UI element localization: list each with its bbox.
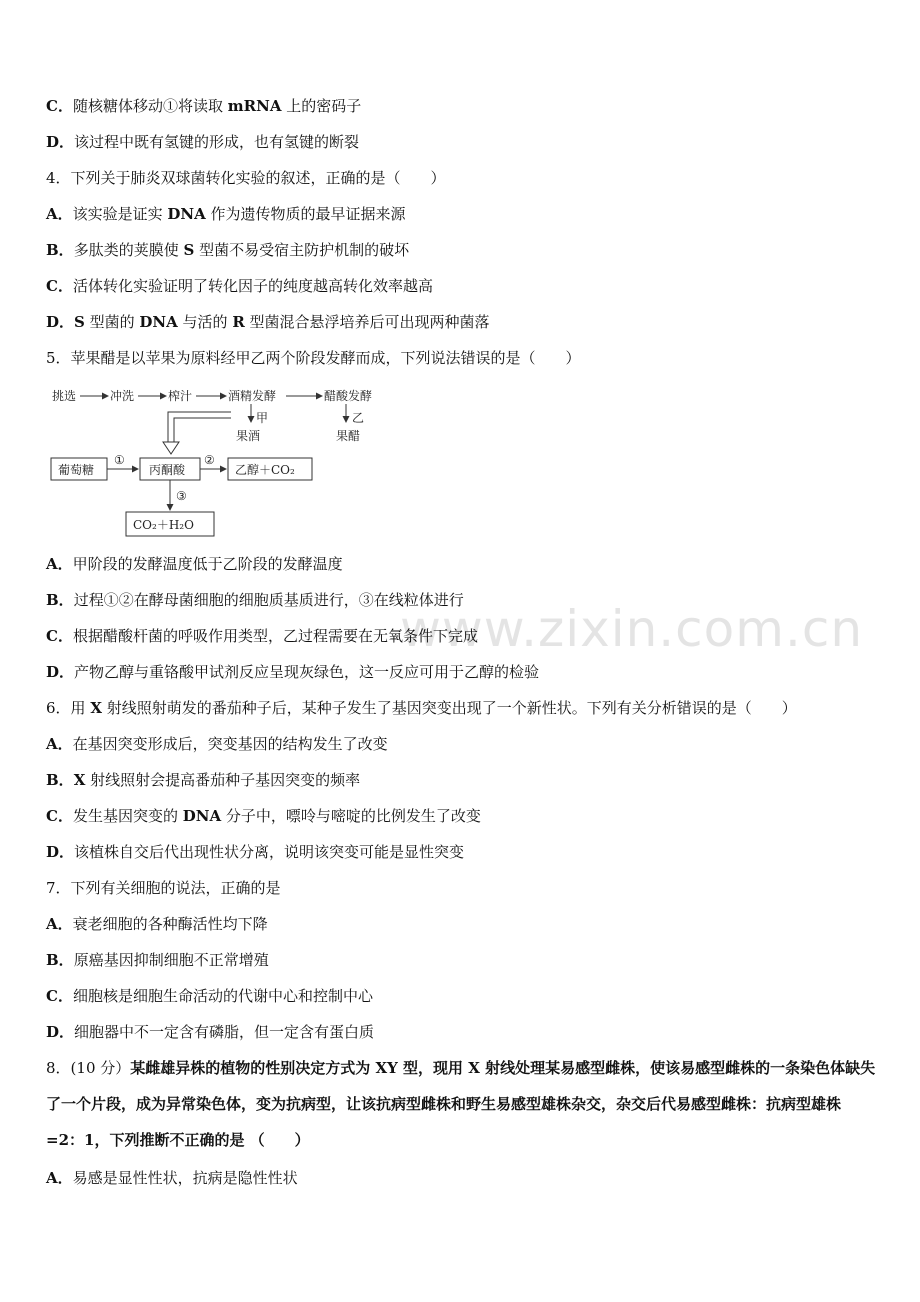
option-text: 细胞器中不一定含有磷脂，但一定含有蛋白质 [74, 1023, 375, 1041]
option-text: 活体转化实验证明了转化因子的纯度越高转化效率越高 [72, 277, 433, 295]
option-text: 细胞核是细胞生命活动的代谢中心和控制中心 [72, 987, 373, 1005]
q3-option-c [46, 96, 361, 116]
option-label: A． [46, 205, 73, 223]
step1-label: ① [114, 453, 125, 467]
option-text: 该过程中既有氢键的形成，也有氢键的断裂 [74, 133, 360, 151]
q5-option-d [46, 662, 539, 682]
stem-text: 6．用 [46, 699, 91, 717]
flow-step-5: 醋酸发酵 [324, 389, 373, 403]
option-label: B． [46, 241, 74, 259]
ethanol-label: 乙醇＋CO₂ [235, 463, 295, 477]
q8-stem [46, 1050, 878, 1158]
q6-option-b [46, 770, 360, 790]
option-label: D． [46, 313, 75, 331]
q4-option-a [46, 204, 406, 224]
option-text: 将读取 [177, 97, 228, 115]
option-text: 原癌基因抑制细胞不正常增殖 [73, 951, 269, 969]
option-text: 该植株自交后代出现性状分离，说明该突变可能是显性突变 [74, 843, 465, 861]
option-label: B． [46, 771, 74, 789]
x-term: X [90, 699, 102, 717]
option-label: C． [46, 627, 73, 645]
hollow-arrow [168, 412, 231, 442]
pyruvate-label: 丙酮酸 [149, 463, 186, 477]
option-text: 上的密码子 [281, 97, 362, 115]
q4-option-b [46, 240, 409, 260]
q8-option-a [46, 1168, 298, 1188]
option-text: 型菌混合悬浮培养后可出现两种菌落 [244, 313, 490, 331]
option-text: 型菌的 [84, 313, 140, 331]
fermentation-diagram [46, 380, 386, 540]
mrna-term: mRNA [227, 97, 282, 115]
option-label: D． [46, 1023, 75, 1041]
stem-prefix: 8．(10 分） [46, 1059, 131, 1077]
option-label: A． [46, 735, 73, 753]
option-text: 甲阶段的发酵温度低于乙阶段的发酵温度 [72, 555, 343, 573]
flow-step-4: 酒精发酵 [228, 389, 277, 403]
dna-term: DNA [182, 807, 222, 825]
option-text: 作为遗传物质的最早证据来源 [205, 205, 406, 223]
option-text: 与活的 [177, 313, 233, 331]
q4-option-c [46, 276, 433, 296]
option-label: C． [46, 807, 73, 825]
s-term: S [183, 241, 195, 259]
option-label: C． [46, 97, 73, 115]
q6-option-a [46, 734, 388, 754]
option-text: 衰老细胞的各种酶活性均下降 [72, 915, 268, 933]
step2-label: ② [204, 453, 215, 467]
option-text: 分子中，嘌呤与嘧啶的比例发生了改变 [221, 807, 481, 825]
x-term: X [73, 771, 86, 789]
jia-label: 甲 [256, 411, 269, 425]
option-label: A． [46, 1169, 73, 1187]
q4-stem: 4．下列关于肺炎双球菌转化实验的叙述，正确的是（ ） [46, 169, 446, 187]
q7-option-c [46, 986, 373, 1006]
q3-option-d [46, 132, 359, 152]
option-text: 过程①②在酵母菌细胞的细胞质基质进行，③在线粒体进行 [73, 591, 464, 609]
q7-stem: 7．下列有关细胞的说法，正确的是 [46, 879, 281, 897]
stem-text: 某雌雄异株的植物的性别决定方式为 XY 型，现用 X 射线处理某易感型雌株，使该易感型雌株的一条染色体缺失了一个片段，成为异常染色体，变为抗病型，让该抗病型雌株和野生易感型雄株杂交，杂交后代易感型雌株：抗病型雄株=2：1，下列推断不正确的是 （ ） [46, 1059, 876, 1149]
option-text: 多肽类的荚膜使 [73, 241, 184, 259]
flow-step-2: 冲洗 [110, 389, 135, 403]
glucose-label: 葡萄糖 [58, 463, 95, 477]
r-term: R [232, 313, 245, 331]
circled-number: ① [162, 97, 178, 115]
option-text: 随核糖体移动 [72, 97, 163, 115]
option-label: A． [46, 915, 73, 933]
dna-term: DNA [139, 313, 178, 331]
option-text: 产物乙醇与重铬酸甲试剂反应呈现灰绿色，这一反应可用于乙醇的检验 [74, 663, 540, 681]
q7-option-d [46, 1022, 374, 1042]
option-label: D． [46, 663, 75, 681]
q6-option-c [46, 806, 481, 826]
watermark: www.zixin.com.cn [400, 600, 864, 658]
step3-label: ③ [176, 489, 187, 503]
option-label: C． [46, 277, 73, 295]
q6-stem [46, 698, 797, 718]
q7-option-a [46, 914, 268, 934]
q5-option-a [46, 554, 343, 574]
yi-label: 乙 [352, 411, 365, 425]
q7-option-b [46, 950, 269, 970]
hollow-arrow-head [163, 442, 179, 454]
q6-option-d [46, 842, 464, 862]
option-label: D． [46, 133, 75, 151]
dna-term: DNA [167, 205, 206, 223]
q5-stem: 5．苹果醋是以苹果为原料经甲乙两个阶段发酵而成，下列说法错误的是（ ） [46, 349, 581, 367]
option-text: 发生基因突变的 [72, 807, 183, 825]
option-text: 易感是显性性状，抗病是隐性性状 [72, 1169, 298, 1187]
flow-step-1: 挑选 [52, 389, 77, 403]
co2h2o-label: CO₂＋H₂O [133, 518, 194, 532]
s-term: S [74, 313, 85, 331]
option-label: B． [46, 951, 74, 969]
option-text: 该实验是证实 [72, 205, 168, 223]
option-label: C． [46, 987, 73, 1005]
option-label: A． [46, 555, 73, 573]
q5-option-b [46, 590, 464, 610]
guocu-label: 果醋 [336, 429, 361, 443]
option-label: D． [46, 843, 75, 861]
stem-text: 射线照射萌发的番茄种子后，某种子发生了基因突变出现了一个新性状。下列有关分析错误的是（ ） [101, 699, 797, 717]
guojiu-label: 果酒 [236, 429, 261, 443]
q4-option-d [46, 312, 490, 332]
flow-step-3: 榨汁 [168, 389, 193, 403]
option-text: 型菌不易受宿主防护机制的破坏 [194, 241, 410, 259]
option-label: B． [46, 591, 74, 609]
q5-option-c [46, 626, 478, 646]
option-text: 根据醋酸杆菌的呼吸作用类型，乙过程需要在无氧条件下完成 [72, 627, 478, 645]
option-text: 在基因突变形成后，突变基因的结构发生了改变 [72, 735, 388, 753]
option-text: 射线照射会提高番茄种子基因突变的频率 [85, 771, 361, 789]
